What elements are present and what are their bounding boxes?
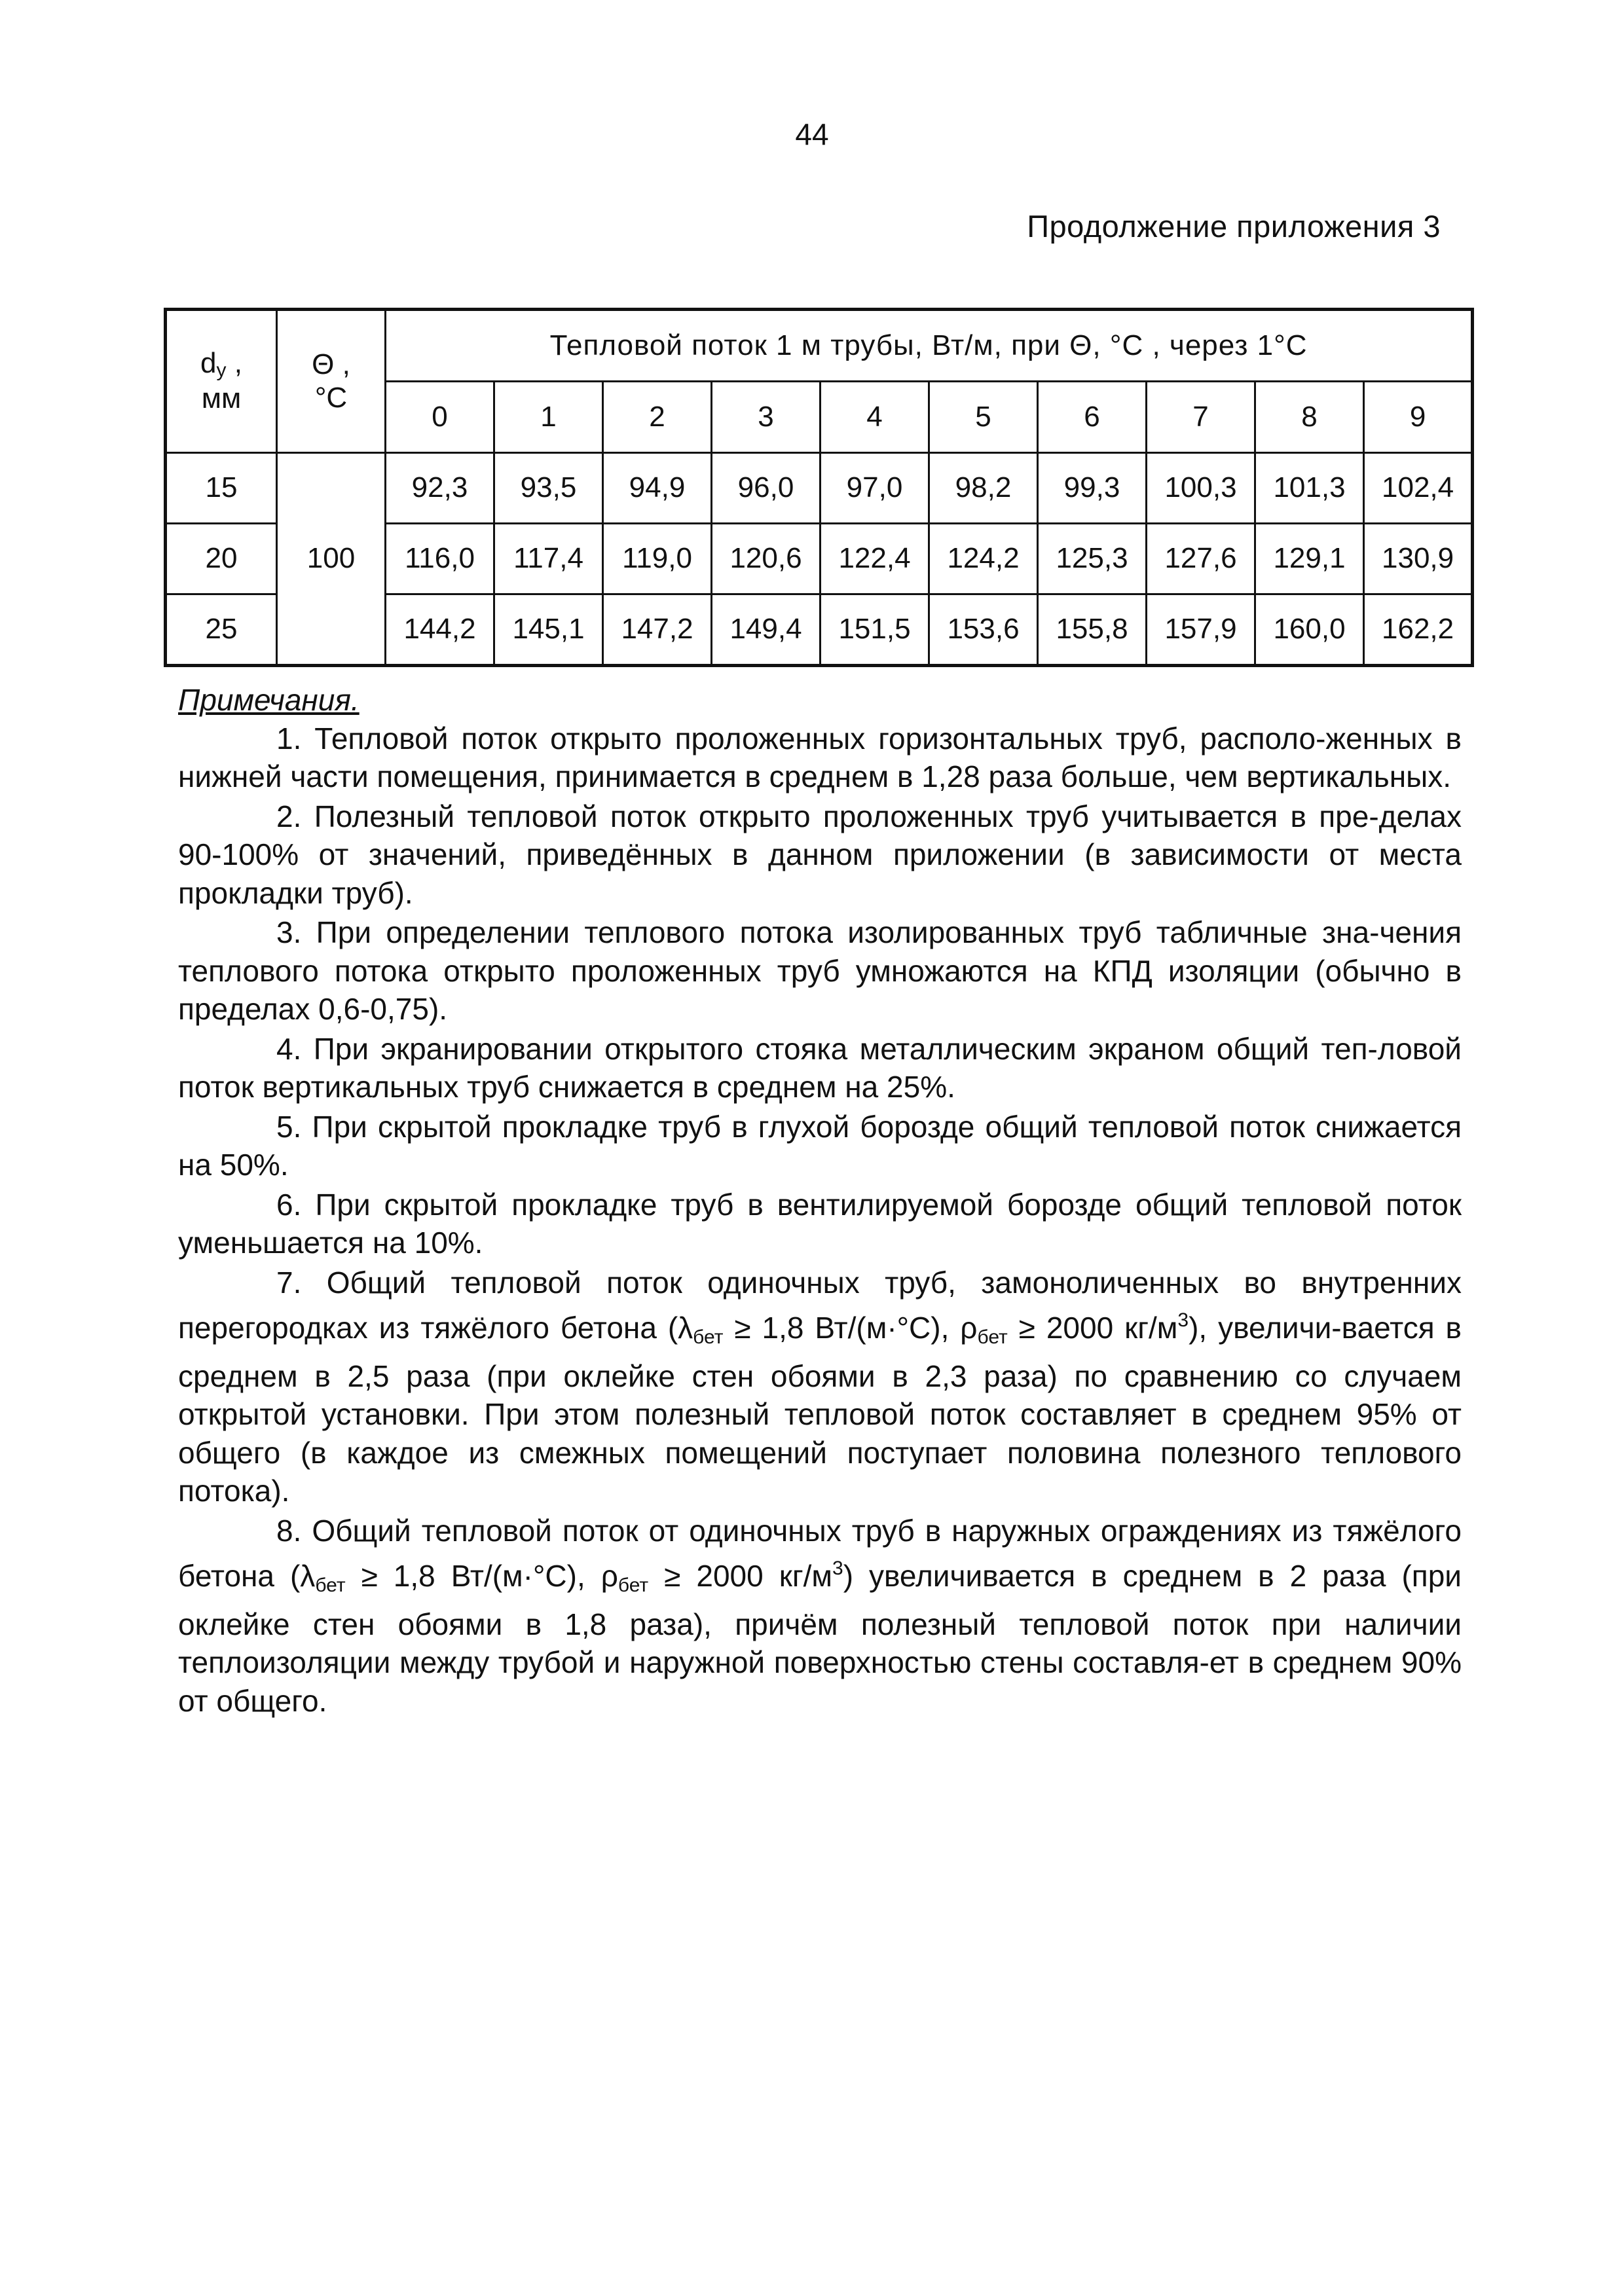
table-cell: 122,4: [821, 524, 929, 594]
rho-subscript: бет: [977, 1326, 1008, 1348]
table-cell: 116,0: [386, 524, 494, 594]
note-8-part-a: 8. Общий тепловой поток от одиночных труб в наружных ограждениях из тяжёлого бетона (λ: [178, 1513, 1462, 1593]
table-cell: 102,4: [1364, 453, 1473, 524]
note-7-part-a: 7. Общий тепловой поток одиночных труб, замоноличенных во внутренних перегородках из тяжёлого бетона (λ: [178, 1265, 1462, 1345]
table-cell: 130,9: [1364, 524, 1473, 594]
header-digit: 1: [494, 382, 603, 453]
table-cell: 101,3: [1255, 453, 1364, 524]
note-4: 4. При экранировании открытого стояка металлическим экраном общий теп-ловой поток вертикальных труб снижается в среднем на 25%.: [178, 1031, 1462, 1104]
table-cell: 162,2: [1364, 594, 1473, 666]
note-8-part-b: ≥ 1,8 Вт/(м·°С), ρ: [345, 1559, 618, 1593]
header-digit: 0: [386, 382, 494, 453]
note-6: 6. При скрытой прокладке труб в вентилируемой борозде общий тепловой поток уменьшается на 10%.: [178, 1187, 1462, 1260]
header-diameter: [166, 310, 277, 453]
row-diameter: 20: [166, 524, 277, 594]
table-cell: 149,4: [712, 594, 821, 666]
table-cell: 94,9: [603, 453, 712, 524]
table-cell: 151,5: [821, 594, 929, 666]
table-cell: 125,3: [1038, 524, 1147, 594]
heat-flow-table: [164, 308, 1474, 667]
page-number: 44: [795, 117, 829, 151]
note-7-part-d: ), увеличи-вается в среднем в 2,5 раза (при оклейке стен обоями в 2,3 раза) по сравнению со случаем открытой установки. При этом полезный тепловой поток составляет в среднем 95% от общего (в каждое из смежных помещений поступает половина полезного теплового потока).: [178, 1311, 1462, 1508]
header-digit: 6: [1038, 382, 1147, 453]
rho-subscript: бет: [618, 1575, 649, 1596]
header-theta-unit: °С: [314, 381, 348, 414]
row-diameter: 15: [166, 453, 277, 524]
table-cell: 127,6: [1147, 524, 1255, 594]
table-cell: 129,1: [1255, 524, 1364, 594]
header-diameter-subscript: у: [216, 359, 227, 382]
table-cell: 92,3: [386, 453, 494, 524]
header-digit: 9: [1364, 382, 1473, 453]
note-5: 5. При скрытой прокладке труб в глухой борозде общий тепловой поток снижается на 50%.: [178, 1109, 1462, 1182]
table-cell: 145,1: [494, 594, 603, 666]
notes-section: [178, 681, 1462, 1720]
note-8-part-c: ≥ 2000 кг/м: [648, 1559, 832, 1593]
header-digit: 3: [712, 382, 821, 453]
table-cell: 155,8: [1038, 594, 1147, 666]
table-cell: 97,0: [821, 453, 929, 524]
lambda-subscript: бет: [693, 1326, 724, 1348]
header-digit: 5: [929, 382, 1038, 453]
header-theta: [277, 310, 386, 453]
table-cell: 96,0: [712, 453, 821, 524]
theta-value: 100: [277, 453, 386, 666]
note-8: [178, 1512, 1462, 1721]
header-diameter-symbol: d: [200, 347, 217, 380]
notes-title: Примечания.: [178, 683, 360, 717]
table-cell: 119,0: [603, 524, 712, 594]
table-cell: 160,0: [1255, 594, 1364, 666]
table-cell: 147,2: [603, 594, 712, 666]
header-digit: 7: [1147, 382, 1255, 453]
table-cell: 99,3: [1038, 453, 1147, 524]
table-cell: 124,2: [929, 524, 1038, 594]
table-cell: 93,5: [494, 453, 603, 524]
note-3: 3. При определении теплового потока изолированных труб табличные зна-чения теплового потока открыто проложенных труб умножаются на КПД изоляции (обычно в пределах 0,6-0,75).: [178, 915, 1462, 1026]
table-cell: 120,6: [712, 524, 821, 594]
lambda-subscript: бет: [315, 1575, 346, 1596]
header-digit: 2: [603, 382, 712, 453]
note-8-part-d: ) увеличивается в среднем в 2 раза (при оклейке стен обоями в 1,8 раза), причём полезный тепловой поток при наличии теплоизоляции между трубой и наружной поверхностью стены составля-ет в среднем 90% от общего.: [178, 1559, 1462, 1718]
note-1: 1. Тепловой поток открыто проложенных горизонтальных труб, располо-женных в нижней части помещения, принимается в среднем в 1,28 раза больше, чем вертикальных.: [178, 721, 1462, 793]
note-7-part-b: ≥ 1,8 Вт/(м·°С), ρ: [723, 1311, 978, 1345]
note-7-part-c: ≥ 2000 кг/м: [1007, 1311, 1178, 1345]
row-diameter: 25: [166, 594, 277, 666]
table-cell: 153,6: [929, 594, 1038, 666]
header-theta-symbol: Θ ,: [312, 348, 350, 380]
table-row: [166, 453, 1473, 524]
table-cell: 144,2: [386, 594, 494, 666]
header-digit: 4: [821, 382, 929, 453]
header-diameter-comma: ,: [226, 347, 242, 380]
header-digit: 8: [1255, 382, 1364, 453]
note-2: 2. Полезный тепловой поток открыто проложенных труб учитывается в пре-делах 90-100% от значений, приведённых в данном приложении (в зависимости от места прокладки труб).: [178, 799, 1462, 910]
header-heat-flow: Тепловой поток 1 м трубы, Вт/м, при Θ, °С , через 1°С: [386, 310, 1473, 382]
table-cell: 117,4: [494, 524, 603, 594]
note-7: [178, 1264, 1462, 1510]
table-cell: 157,9: [1147, 594, 1255, 666]
table-cell: 98,2: [929, 453, 1038, 524]
cubic-superscript: 3: [1177, 1309, 1189, 1331]
header-diameter-unit: мм: [201, 382, 242, 414]
table-cell: 100,3: [1147, 453, 1255, 524]
continuation-caption: Продолжение приложения 3: [1027, 209, 1441, 244]
cubic-superscript: 3: [832, 1558, 843, 1579]
